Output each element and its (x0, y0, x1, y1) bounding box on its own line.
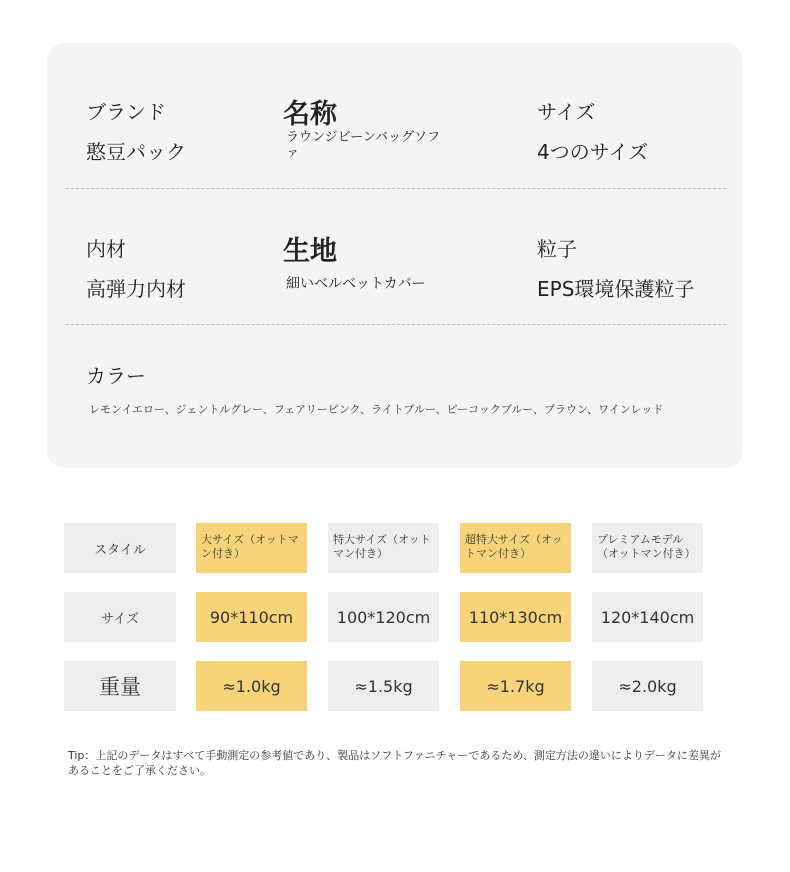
row-label-weight: 重量 (64, 661, 176, 711)
size-cell-xxl: 110*130cm (460, 592, 571, 642)
size-cell-premium: 120*140cm (592, 592, 703, 642)
size-value: 4つのサイズ (537, 140, 649, 164)
color-label: カラー (86, 364, 146, 388)
size-cell-large: 90*110cm (196, 592, 307, 642)
inner-value: 高弾力内材 (86, 277, 186, 301)
row-label-size: サイズ (64, 592, 176, 642)
brand-value: 憨豆パック (86, 140, 186, 164)
weight-cell-premium: ≈2.0kg (592, 661, 703, 711)
fabric-label: 生地 (283, 236, 337, 267)
style-cell-premium: プレミアムモデル（オットマン付き） (592, 523, 703, 573)
row-label-style: スタイル (64, 523, 176, 573)
particles-label: 粒子 (537, 237, 577, 261)
name-label: 名称 (283, 99, 337, 130)
divider (66, 188, 726, 189)
fabric-value: 細いベルベットカバー (286, 276, 426, 292)
weight-cell-xxl: ≈1.7kg (460, 661, 571, 711)
style-cell-large: 大サイズ（オットマン付き） (196, 523, 307, 573)
weight-cell-xl: ≈1.5kg (328, 661, 439, 711)
inner-label: 内材 (86, 237, 126, 261)
weight-cell-large: ≈1.0kg (196, 661, 307, 711)
divider (66, 324, 726, 325)
size-label: サイズ (537, 100, 596, 124)
style-cell-xl: 特大サイズ（オットマン付き） (328, 523, 439, 573)
name-value: ラウンジビーンバッグソファ (286, 130, 440, 161)
style-cell-xxl: 超特大サイズ（オットマン付き） (460, 523, 571, 573)
measurement-note: Tip：上記のデータはすべて手動測定の参考値であり、製品はソフトファニチャーであるため、測定方法の違いによりデータに差異があることをご了承ください。 (68, 749, 721, 777)
color-value: レモンイエロー、ジェントルグレー、フェアリーピンク、ライトブルー、ピーコックブルー、ブラウン、ワインレッド (89, 403, 664, 416)
size-cell-xl: 100*120cm (328, 592, 439, 642)
brand-label: ブランド (86, 100, 166, 124)
particles-value: EPS環境保護粒子 (537, 277, 695, 301)
